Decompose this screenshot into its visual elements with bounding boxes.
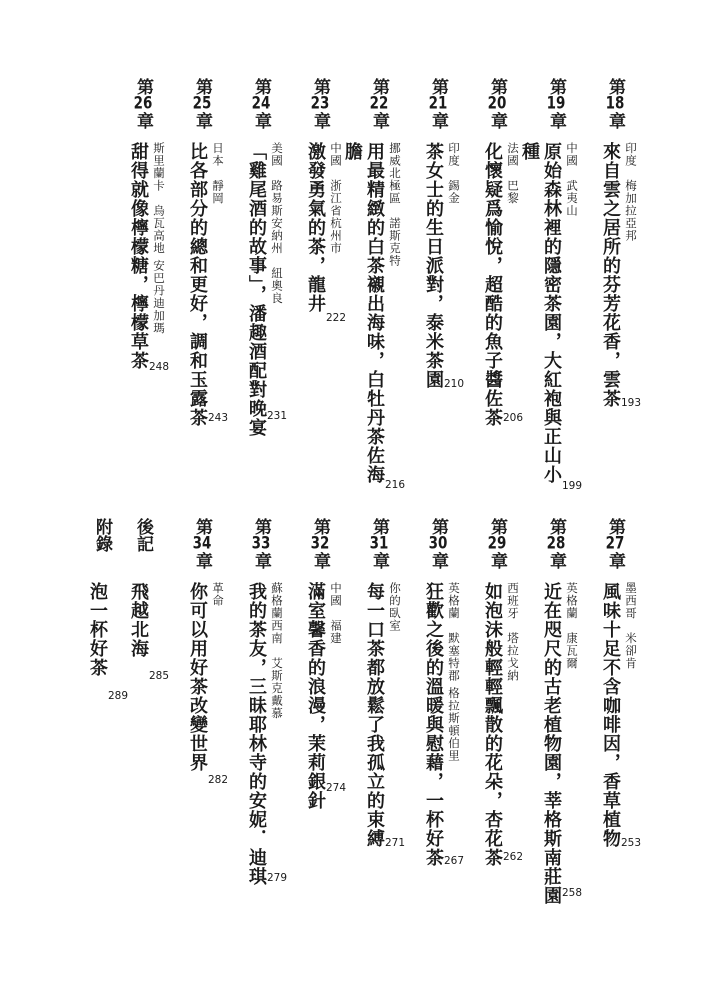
chapter-title: 原始森林裡的隱密茶園，大紅袍與正山小種 xyxy=(519,142,562,484)
chapter-location: 英格蘭 康瓦爾 xyxy=(565,582,579,670)
chapter-title: 激發勇氣的茶，龍井 xyxy=(305,142,326,313)
toc-entry-20[interactable] xyxy=(482,78,525,438)
chapter-label: 第27章 xyxy=(605,518,625,569)
chapter-location: 法國 巴黎 xyxy=(506,142,520,205)
chapter-label: 第33章 xyxy=(251,518,271,569)
toc-entry-22[interactable] xyxy=(342,78,407,498)
chapter-label: 第34章 xyxy=(192,518,212,569)
chapter-location: 你的臥室 xyxy=(388,582,402,632)
page-number: 271 xyxy=(385,837,406,849)
chapter-title: 狂歡之後的溫暖與慰藉，一杯好茶 xyxy=(423,582,444,867)
chapter-title: 如泡沫般輕輕飄散的花朵，杏花茶 xyxy=(482,582,503,867)
chapter-location: 日本 靜岡 xyxy=(211,142,225,205)
page-number: 279 xyxy=(267,872,288,884)
chapter-label: 附錄 xyxy=(92,518,112,552)
chapter-location: 蘇格蘭西南 艾斯克戴慕 xyxy=(270,582,284,720)
chapter-label: 第29章 xyxy=(487,518,507,569)
page-number: 206 xyxy=(503,412,524,424)
page-number: 267 xyxy=(444,855,465,867)
chapter-location: 中國 福建 xyxy=(329,582,343,645)
page-number: 289 xyxy=(108,690,129,702)
chapter-title: 飛越北海 xyxy=(128,582,149,658)
chapter-location: 斯里蘭卡 烏瓦高地 安巴丹迪加瑪 xyxy=(152,142,166,335)
chapter-title: 來自雲之居所的芬芳花香，雲茶 xyxy=(600,142,621,408)
toc-entry-19[interactable] xyxy=(519,78,584,498)
toc-entry-afterword[interactable] xyxy=(128,518,171,698)
page-number: 262 xyxy=(503,851,524,863)
chapter-location: 墨西哥 米卻肯 xyxy=(624,582,638,670)
chapter-label: 第25章 xyxy=(192,78,212,129)
toc-entry-34[interactable] xyxy=(187,518,230,818)
page-number: 222 xyxy=(326,312,347,324)
chapter-location: 印度 錫金 xyxy=(447,142,461,205)
chapter-location: 挪威北極區 諾斯克特 xyxy=(388,142,402,267)
chapter-title: 風味十足不含咖啡因，香草植物 xyxy=(600,582,621,848)
page-number: 243 xyxy=(208,412,229,424)
page-number: 258 xyxy=(562,887,583,899)
toc-entry-24[interactable] xyxy=(246,78,289,438)
chapter-location: 英格蘭 默塞特郡 格拉斯頓伯里 xyxy=(447,582,461,762)
chapter-label: 第19章 xyxy=(546,78,566,129)
toc-entry-26[interactable] xyxy=(128,78,171,388)
chapter-title: 用最精緻的白茶襯出海味，白牡丹茶佐海膽 xyxy=(342,142,385,484)
toc-entry-27[interactable] xyxy=(600,518,643,858)
chapter-label: 第20章 xyxy=(487,78,507,129)
chapter-title: 你可以用好茶改變世界 xyxy=(187,582,208,772)
chapter-title: 我的茶友，三昧耶林寺的安妮．迪琪 xyxy=(246,582,267,886)
page-number: 282 xyxy=(208,774,229,786)
chapter-label: 第31章 xyxy=(369,518,389,569)
page-number: 274 xyxy=(326,782,347,794)
chapter-title: 化懷疑爲愉悅，超酷的魚子醬佐茶 xyxy=(482,142,503,427)
page-number: 285 xyxy=(149,670,170,682)
toc-entry-31[interactable] xyxy=(364,518,407,858)
chapter-label: 第23章 xyxy=(310,78,330,129)
toc-entry-30[interactable] xyxy=(423,518,466,878)
page-number: 193 xyxy=(621,397,642,409)
chapter-label: 第30章 xyxy=(428,518,448,569)
chapter-title: 比各部分的總和更好，調和玉露茶 xyxy=(187,142,208,427)
page-number: 216 xyxy=(385,479,406,491)
chapter-label: 第32章 xyxy=(310,518,330,569)
toc-entry-28[interactable] xyxy=(541,518,584,908)
chapter-label: 第26章 xyxy=(133,78,153,129)
chapter-label: 第18章 xyxy=(605,78,625,129)
chapter-location: 中國 武夷山 xyxy=(565,142,579,217)
chapter-location: 美國 路易斯安納州 紐奧良 xyxy=(270,142,284,305)
toc-entry-29[interactable] xyxy=(482,518,525,878)
page-number: 253 xyxy=(621,837,642,849)
chapter-location: 印度 梅加拉亞邦 xyxy=(624,142,638,242)
chapter-title: 近在咫尺的古老植物園，莘格斯南莊園 xyxy=(541,582,562,905)
chapter-title: 茶女士的生日派對，泰米茶園 xyxy=(423,142,444,389)
chapter-title: 「雞尾酒的故事」，潘趣酒配對晚宴 xyxy=(246,142,267,437)
chapter-title: 滿室馨香的浪漫，茉莉銀針 xyxy=(305,582,326,810)
chapter-label: 第22章 xyxy=(369,78,389,129)
chapter-label: 第28章 xyxy=(546,518,566,569)
chapter-label: 後記 xyxy=(133,518,153,552)
chapter-title: 甜得就像檸檬糖，檸檬草茶 xyxy=(128,142,149,370)
toc-entry-18[interactable] xyxy=(600,78,643,409)
page-number: 248 xyxy=(149,361,170,373)
chapter-title: 泡一杯好茶 xyxy=(87,582,108,677)
toc-entry-33[interactable] xyxy=(246,518,289,908)
page-number: 199 xyxy=(562,480,583,492)
page-number: 210 xyxy=(444,378,465,390)
toc-entry-32[interactable] xyxy=(305,518,348,838)
toc-entry-appendix[interactable] xyxy=(87,518,130,718)
chapter-label: 第21章 xyxy=(428,78,448,129)
page-number: 231 xyxy=(267,410,288,422)
chapter-title: 每一口茶都放鬆了我孤立的束縛 xyxy=(364,582,385,848)
toc-entry-25[interactable] xyxy=(187,78,230,438)
chapter-location: 中國 浙江省杭州市 xyxy=(329,142,343,255)
toc-entry-21[interactable] xyxy=(423,78,466,408)
chapter-location: 西班牙 塔拉戈納 xyxy=(506,582,520,682)
chapter-label: 第24章 xyxy=(251,78,271,129)
toc-entry-23[interactable] xyxy=(305,78,348,338)
chapter-location: 革命 xyxy=(211,582,225,607)
